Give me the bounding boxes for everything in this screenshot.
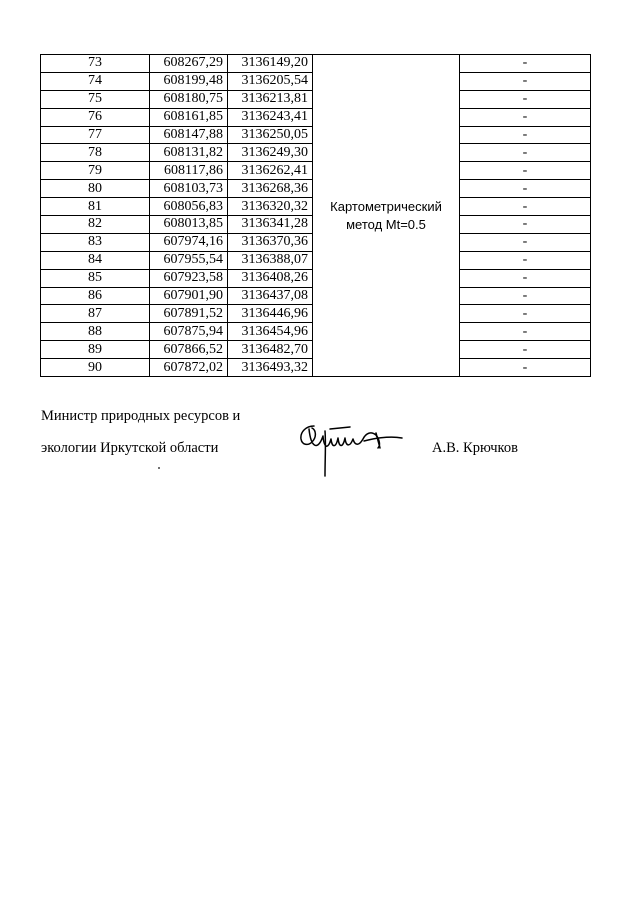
y-coordinate-cell: 3136482,70: [228, 341, 313, 359]
x-coordinate-cell: 607872,02: [150, 359, 228, 377]
x-coordinate-cell: 607974,16: [150, 233, 228, 251]
point-number-cell: 74: [41, 72, 150, 90]
x-coordinate-cell: 608131,82: [150, 144, 228, 162]
y-coordinate-cell: 3136268,36: [228, 180, 313, 198]
y-coordinate-cell: 3136341,28: [228, 216, 313, 234]
description-cell: -: [460, 180, 591, 198]
description-cell: -: [460, 287, 591, 305]
description-cell: -: [460, 359, 591, 377]
point-number-cell: 79: [41, 162, 150, 180]
x-coordinate-cell: 607901,90: [150, 287, 228, 305]
point-number-cell: 80: [41, 180, 150, 198]
description-cell: -: [460, 198, 591, 216]
x-coordinate-cell: 607955,54: [150, 251, 228, 269]
point-number-cell: 88: [41, 323, 150, 341]
signatory-position-line1: Министр природных ресурсов и: [41, 408, 241, 424]
signatory-name: А.В. Крючков: [432, 440, 518, 456]
description-cell: -: [460, 162, 591, 180]
description-cell: -: [460, 108, 591, 126]
description-cell: -: [460, 144, 591, 162]
handwritten-signature-icon: [292, 418, 410, 480]
description-cell: -: [460, 269, 591, 287]
point-number-cell: 89: [41, 341, 150, 359]
y-coordinate-cell: 3136446,96: [228, 305, 313, 323]
description-cell: -: [460, 251, 591, 269]
point-number-cell: 77: [41, 126, 150, 144]
x-coordinate-cell: 608056,83: [150, 198, 228, 216]
description-cell: -: [460, 233, 591, 251]
coordinates-table: [40, 54, 591, 377]
point-number-cell: 73: [41, 55, 150, 73]
description-cell: -: [460, 55, 591, 73]
x-coordinate-cell: 608117,86: [150, 162, 228, 180]
point-number-cell: 90: [41, 359, 150, 377]
description-cell: -: [460, 323, 591, 341]
y-coordinate-cell: 3136205,54: [228, 72, 313, 90]
point-number-cell: 75: [41, 90, 150, 108]
point-number-cell: 85: [41, 269, 150, 287]
coordinates-table-body: [41, 55, 591, 377]
table-row: [41, 55, 591, 73]
description-cell: -: [460, 305, 591, 323]
y-coordinate-cell: 3136243,41: [228, 108, 313, 126]
description-cell: -: [460, 90, 591, 108]
x-coordinate-cell: 607875,94: [150, 323, 228, 341]
x-coordinate-cell: 608161,85: [150, 108, 228, 126]
point-number-cell: 78: [41, 144, 150, 162]
point-number-cell: 82: [41, 216, 150, 234]
y-coordinate-cell: 3136388,07: [228, 251, 313, 269]
x-coordinate-cell: 608199,48: [150, 72, 228, 90]
point-number-cell: 87: [41, 305, 150, 323]
y-coordinate-cell: 3136213,81: [228, 90, 313, 108]
y-coordinate-cell: 3136320,32: [228, 198, 313, 216]
point-number-cell: 84: [41, 251, 150, 269]
y-coordinate-cell: 3136493,32: [228, 359, 313, 377]
y-coordinate-cell: 3136408,26: [228, 269, 313, 287]
description-cell: -: [460, 126, 591, 144]
method-line1: Картометрический: [330, 198, 442, 214]
scan-dot: [158, 467, 160, 469]
point-number-cell: 86: [41, 287, 150, 305]
y-coordinate-cell: 3136149,20: [228, 55, 313, 73]
x-coordinate-cell: 608013,85: [150, 216, 228, 234]
description-cell: -: [460, 341, 591, 359]
x-coordinate-cell: 608147,88: [150, 126, 228, 144]
y-coordinate-cell: 3136249,30: [228, 144, 313, 162]
y-coordinate-cell: 3136370,36: [228, 233, 313, 251]
description-cell: -: [460, 72, 591, 90]
signatory-position-line2: экологии Иркутской области: [41, 440, 219, 456]
y-coordinate-cell: 3136437,08: [228, 287, 313, 305]
x-coordinate-cell: 608180,75: [150, 90, 228, 108]
x-coordinate-cell: 608267,29: [150, 55, 228, 73]
point-number-cell: 76: [41, 108, 150, 126]
y-coordinate-cell: 3136262,41: [228, 162, 313, 180]
point-number-cell: 81: [41, 198, 150, 216]
x-coordinate-cell: 608103,73: [150, 180, 228, 198]
x-coordinate-cell: 607923,58: [150, 269, 228, 287]
description-cell: -: [460, 216, 591, 234]
y-coordinate-cell: 3136250,05: [228, 126, 313, 144]
point-number-cell: 83: [41, 233, 150, 251]
determination-method-cell: [313, 55, 460, 377]
y-coordinate-cell: 3136454,96: [228, 323, 313, 341]
x-coordinate-cell: 607866,52: [150, 341, 228, 359]
x-coordinate-cell: 607891,52: [150, 305, 228, 323]
method-line2: метод Mt=0.5: [346, 216, 426, 232]
